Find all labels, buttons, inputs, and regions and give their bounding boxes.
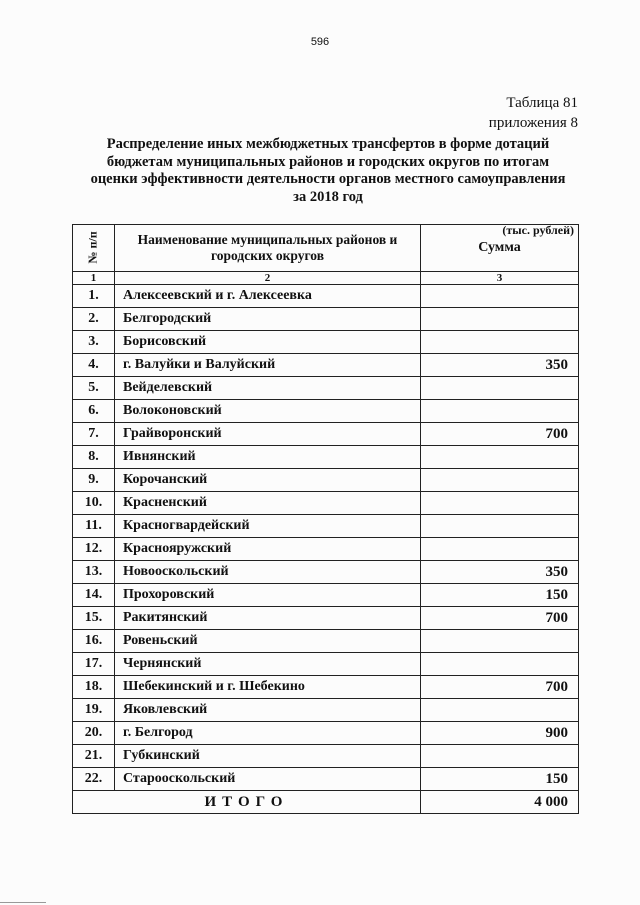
table-row (73, 308, 579, 331)
table-row (73, 377, 579, 400)
row-name: Грайворонский (115, 423, 421, 446)
table-row (73, 331, 579, 354)
row-sum: 350 (421, 561, 579, 584)
page-edge-line (0, 902, 46, 903)
table-row (73, 515, 579, 538)
table-row (73, 423, 579, 446)
row-number: 1. (73, 285, 115, 308)
row-number: 17. (73, 653, 115, 676)
header-sum: Сумма (421, 225, 579, 272)
table-row (73, 285, 579, 308)
table-row (73, 492, 579, 515)
table-row (73, 446, 579, 469)
table-row (73, 745, 579, 768)
row-name: Белгородский (115, 308, 421, 331)
row-number: 15. (73, 607, 115, 630)
row-number: 20. (73, 722, 115, 745)
row-sum (421, 331, 579, 354)
row-number: 12. (73, 538, 115, 561)
row-name: Губкинский (115, 745, 421, 768)
row-number: 9. (73, 469, 115, 492)
table-row (73, 607, 579, 630)
row-name: Чернянский (115, 653, 421, 676)
column-index-2: 2 (115, 272, 421, 285)
table-row (73, 630, 579, 653)
row-name: Борисовский (115, 331, 421, 354)
row-sum (421, 377, 579, 400)
table-row (73, 676, 579, 699)
row-sum: 700 (421, 676, 579, 699)
row-name: Старооскольский (115, 768, 421, 791)
row-sum: 150 (421, 768, 579, 791)
row-number: 7. (73, 423, 115, 446)
row-name: Новооскольский (115, 561, 421, 584)
table-row (73, 561, 579, 584)
row-sum (421, 308, 579, 331)
table-row (73, 584, 579, 607)
row-sum (421, 446, 579, 469)
column-index-3: 3 (421, 272, 579, 285)
appendix-label: приложения 8 (488, 115, 578, 131)
row-sum: 700 (421, 423, 579, 446)
row-sum (421, 400, 579, 423)
row-sum (421, 469, 579, 492)
row-sum (421, 699, 579, 722)
row-name: Шебекинский и г. Шебекино (115, 676, 421, 699)
row-name: Ровеньский (115, 630, 421, 653)
row-sum: 150 (421, 584, 579, 607)
row-number: 22. (73, 768, 115, 791)
row-name: г. Валуйки и Валуйский (115, 354, 421, 377)
row-number: 10. (73, 492, 115, 515)
row-name: Красногвардейский (115, 515, 421, 538)
row-number: 21. (73, 745, 115, 768)
table-row (73, 469, 579, 492)
column-index-1: 1 (73, 272, 115, 285)
row-name: Алексеевский и г. Алексеевка (115, 285, 421, 308)
row-number: 14. (73, 584, 115, 607)
row-sum: 900 (421, 722, 579, 745)
row-sum (421, 630, 579, 653)
total-value: 4 000 (421, 791, 579, 814)
row-sum (421, 515, 579, 538)
row-number: 19. (73, 699, 115, 722)
header-name: Наименование муниципальных районов и городских округов (115, 225, 421, 272)
header-row (73, 225, 579, 272)
row-name: Красненский (115, 492, 421, 515)
transfers-table (72, 224, 579, 814)
row-number: 18. (73, 676, 115, 699)
table-row (73, 400, 579, 423)
page-number: 596 (310, 36, 330, 48)
row-name: Ивнянский (115, 446, 421, 469)
table-label: Таблица 81 (506, 95, 578, 111)
row-sum (421, 492, 579, 515)
row-name: Корочанский (115, 469, 421, 492)
row-sum (421, 745, 579, 768)
document-title: Распределение иных межбюджетных трансфертов в форме дотаций бюджетам муниципальных районов и городских округов по итогам оценки эффективности деятельности органов местного самоуправления за 2018 год (90, 136, 566, 205)
row-number: 11. (73, 515, 115, 538)
row-sum: 350 (421, 354, 579, 377)
row-number: 13. (73, 561, 115, 584)
row-name: г. Белгород (115, 722, 421, 745)
table-row (73, 354, 579, 377)
row-sum: 700 (421, 607, 579, 630)
row-sum (421, 538, 579, 561)
row-number: 8. (73, 446, 115, 469)
row-name: Прохоровский (115, 584, 421, 607)
table-row (73, 768, 579, 791)
row-sum (421, 653, 579, 676)
row-number: 2. (73, 308, 115, 331)
row-number: 16. (73, 630, 115, 653)
row-number: 4. (73, 354, 115, 377)
row-number: 6. (73, 400, 115, 423)
total-label: ИТОГО (73, 791, 421, 814)
row-number: 3. (73, 331, 115, 354)
column-index-row (73, 272, 579, 285)
table-row (73, 538, 579, 561)
header-number: № п/п (73, 225, 115, 272)
table-row (73, 722, 579, 745)
row-name: Яковлевский (115, 699, 421, 722)
row-number: 5. (73, 377, 115, 400)
row-name: Вейделевский (115, 377, 421, 400)
total-row (73, 791, 579, 814)
row-name: Краснояружский (115, 538, 421, 561)
table-row (73, 699, 579, 722)
row-name: Ракитянский (115, 607, 421, 630)
row-name: Волоконовский (115, 400, 421, 423)
units-label: (тыс. рублей) (502, 223, 574, 237)
row-sum (421, 285, 579, 308)
table-reference (489, 93, 578, 133)
table-row (73, 653, 579, 676)
